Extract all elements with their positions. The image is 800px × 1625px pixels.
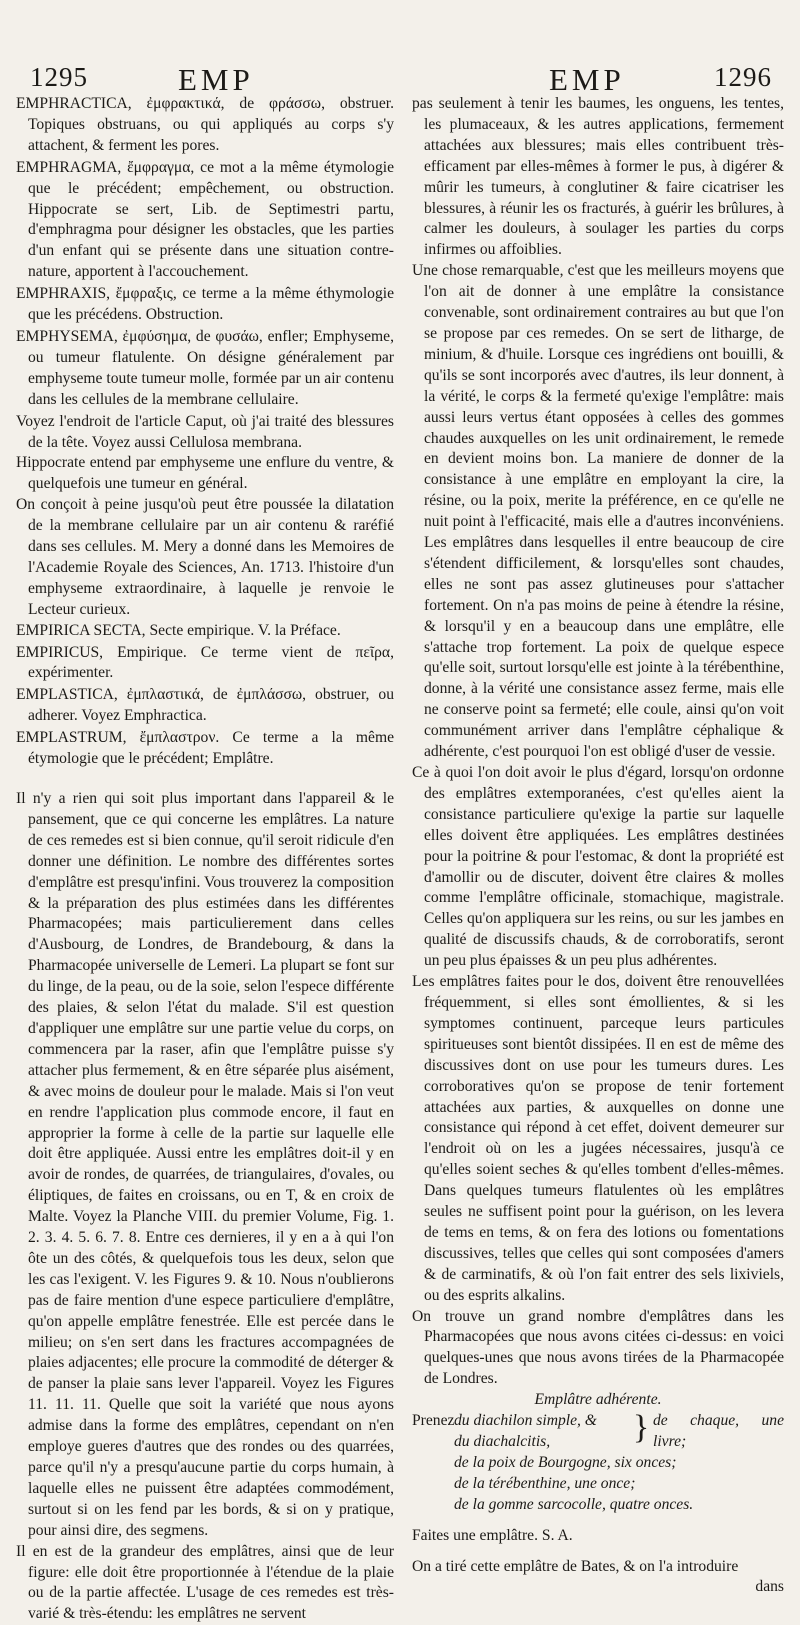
entry-empiricus: EMPIRICUS, Empirique. Ce terme vient de πεῖρα, expérimenter. [16, 643, 394, 682]
recipe-ingredient-5: de la gomme sarcocolle, quatre onces. [454, 1495, 694, 1513]
entry-emphractica: EMPHRACTICA, ἐμφρακτικά, de φράσσω, obstruer. Topiques obstruans, ou qui appliqués au corps s'y attachent, & ferment les pores. [16, 95, 394, 154]
recipe-instruction: Faites une emplâtre. S. A. [412, 1526, 573, 1544]
paragraph-extemporanees: Ce à quoi l'on doit avoir le plus d'égard, lorsqu'on ordonne des emplâtres extemporanées, c'est qu'elles aient la consistance particuliere qu'exige la partie sur laquelle elles doivent être appliquées. Les emplâtres destinées pour la poitrine & pour l'estomac, & dont la propriété est d'amollir ou de discuter, doivent être claires & molles comme l'emplâtre officinale, stomachique, magistrale. Celles qu'on appliquera sur les reins, ou sur les jambes en qualité de discussifs chauds, & de corroboratifs, seront un peu plus épaisses & un peu plus adhérentes. [412, 764, 784, 970]
paragraph-bates: On a tiré cette emplâtre de Bates, & on l'a introduire [412, 1557, 739, 1575]
running-head-left: EMP [178, 62, 254, 97]
page-number-right: 1296 [714, 62, 772, 92]
entry-emplastrum: EMPLASTRUM, ἔμπλαστρον. Ce terme a la même étymologie que le précédent; Emplâtre. [16, 729, 394, 768]
right-column [412, 94, 784, 1598]
entry-emphraxis: EMPHRAXIS, ἔμφραξις, ce terme a la même éthymologie que les précédens. Obstruction. [16, 285, 394, 324]
entry-emplastica: EMPLASTICA, ἐμπλαστικά, de ἐμπλάσσω, obstruer, ou adherer. Voyez Emphractica. [16, 686, 394, 725]
running-head-right: EMP [549, 62, 625, 97]
entry-hippocrate: Hippocrate entend par emphyseme une enflure du ventre, & quelquefois une tumeur en général. [16, 454, 394, 493]
paragraph-emplatres-body: Il n'y a rien qui soit plus important dans l'appareil & le pansement, que ce qui concerne les emplâtres. La nature de ces remedes est si bien connue, qu'il seroit ridicule d'en donner une définition. Le nombre des différentes sortes d'emplâtre est presqu'infini. Vous trouverez la composition & la préparation des plus estimées dans les différentes Pharmacopées; mais particulierement dans celles d'Ausbourg, de Londres, de Brandebourg, & dans la Pharmacopée universelle de Lemeri. La plupart se font sur du linge, de la peau, ou de la soie, selon l'espece différente des plaies, & selon l'état du malade. S'il est question d'appliquer une emplâtre sur une partie velue du corps, on commencera par la raser, afin que l'emplâtre puisse s'y attacher plus fermement, & en être séparée plus aisément, & avec moins de douleur pour le malade. Mais si l'on veut en rendre l'application plus commode encore, il faut en approprier la forme à celle de la partie sur laquelle elle doit être appliquée. Aussi entre les emplâtres doit-il y en avoir de rondes, de quarrées, de triangulaires, d'ovales, ou éliptiques, de faites en croissans, ou en T, & en croix de Malte. Voyez la Planche VIII. du premier Volume, Fig. 1. 2. 3. 4. 5. 6. 7. 8. Entre ces dernieres, il y en a à qui l'on ôte un des côtés, & quelquefois tous les deux, selon que les cas l'exigent. V. les Figures 9. & 10. Nous n'oublierons pas de faire mention d'une espece particuliere d'emplâtre, qu'on appelle emplâtre fenestrée. Elle est percée dans le milieu; on s'en sert dans les fractures accompagnées de plaies adjacentes; elle procure la commodité de déterger & de panser la plaie sans lever l'appareil. Voyez les Figures 11. 11. 11. Quelle que soit la variété que nous ayons admise dans la forme des emplâtres, cependant on n'en employe gueres d'autres que des rondes ou des quarrées, parce qu'il n'y a presqu'aucune partie du corps humain, à laquelle elles ne puissent être adaptées commodément, surtout si on les fend par les bords, & si on y pratique, pour ainsi dire, des segmens. [16, 790, 395, 1539]
recipe-quantity-each: de chaque, une livre; [653, 1412, 784, 1450]
entry-emphysema: EMPHYSEMA, ἐμφύσημα, de φυσάω, enfler; Emphyseme, ou tumeur flatulente. On désigne généralement par emphyseme toute tumeur molle, formée par un air contenu dans les cellules de la membrane cellulaire. [16, 327, 394, 408]
recipe-ingredient-3: de la poix de Bourgogne, six onces; [454, 1453, 677, 1471]
paragraph-emplatres-grandeur: Il en est de la grandeur des emplâtres, ainsi que de leur figure: elle doit être proportionnée à l'étendue de la plaie ou de la partie affectée. L'usage de ces remedes est très-varié & très-étendu: les emplâtres ne servent [16, 1542, 394, 1623]
catchword: dans [755, 1578, 784, 1596]
paragraph-dos: Les emplâtres faites pour le dos, doivent être renouvellées fréquemment, si elles sont émollientes, & si les symptomes continuent, parceque leurs particules spiritueuses sont bientôt dissipées. Il en est de même des discussives dont on use pour les tumeurs dures. Les corroboratives qu'on se propose de tenir fortement attachées aux parties, & auxquelles on donne une consistance qui répond à cet effet, doivent demeurer sur l'endroit où on les a jugées nécessaires, jusqu'à ce qu'elles soient seches & qu'elles tombent d'elles-mêmes. Dans quelques tumeurs flatulentes où les emplâtres seules ne suffisent point pour la guérison, on les levera de tems en tems, & on fera des lotions ou fomentations discussives, telles que celles qui sont composées d'amers & de carminatifs, & où l'on fait entrer des sels lixiviels, ou des esprits alkalins. [412, 973, 784, 1304]
recipe-title: Emplâtre adhérente. [534, 1391, 662, 1409]
left-column [16, 94, 394, 1625]
recipe-brace: } [632, 1409, 650, 1447]
paragraph-continuation: pas seulement à tenir les baumes, les onguens, les tentes, les plumaceaux, & les autres applications, fermement attachées aux blessures; mais elles contribuent très-efficament par elles-mêmes à former le pus, à digérer & mûrir les tumeurs, à conglutiner & faire cicatriser les blessures, à réunir les os fracturés, à guérir les brûlures, à calmer les douleurs, à soulager les parties du corps infirmes ou affoiblies. [412, 95, 784, 259]
recipe-ingredient-4: de la térébenthine, une once; [454, 1474, 636, 1492]
entry-voyez: Voyez l'endroit de l'article Caput, où j'ai traité des blessures de la tête. Voyez aussi Cellulosa membrana. [16, 412, 394, 451]
recipe-ingredient-1: du diachilon simple, & [454, 1412, 597, 1430]
page-number-left: 1295 [30, 62, 88, 92]
entry-empirica-secta: EMPIRICA SECTA, Secte empirique. V. la Préface. [16, 621, 341, 639]
entry-emphragma: EMPHRAGMA, ἔμφραγμα, ce mot a la même étymologie que le précédent; empêchement, ou obstruction. Hippocrate se sert, Lib. de Septimestri partu, d'emphragma pour désigner les obstacles, que les parties d'un enfant qui se présente dans une situation contre-nature, apportent à l'accouchement. [16, 158, 394, 281]
recipe-prenez: Prenez [412, 1412, 455, 1430]
paragraph-consistance: Une chose remarquable, c'est que les meilleurs moyens que l'on ait de donner à une emplâtre la consistance convenable, sont ordinairement contraires au but que l'on se propose par ces remedes. On se sert de litharge, de minium, & d'huile. Lorsque ces ingrédiens ont bouilli, & qu'ils se sont incorporés avec d'autres, ils leur donnent, à la vérité, le corps & la fermeté qu'exige l'emplâtre: mais aussi leurs vertus étant opposées à celles des gommes chaudes auxquelles on les unit ordinairement, le remede en devient moins bon. La maniere de donner de la consistance à une emplâtre en employant la cire, la résine, ou la poix, merite la préférence, en ce qu'elle ne nuit point à l'efficacité, mais elle a d'autres inconvéniens. Les emplâtres dans lesquelles il entre beaucoup de cire s'étendent difficilement, & lorsqu'elles sont chaudes, elles ne sont pas assez glutineuses pour s'attacher fortement. On n'a pas moins de peine à étendre la résine, & lorsqu'il y en a beaucoup dans une emplâtre, elle s'attache trop fortement. La poix de quelque espece qu'elle soit, surtout lorsqu'elle est jointe à la térébenthine, donne, à la vérité une consistance assez ferme, mais elle ne conserve point sa fermeté; elle coule, ainsi qu'on voit communément arriver dans l'emplâtre céphalique & adhérente, c'est pourquoi l'on est obligé d'user de vessie. [412, 262, 784, 761]
paragraph-pharmacopees: On trouve un grand nombre d'emplâtres dans les Pharmacopées que nous avons citées ci-dessus: en voici quelques-unes que nous avons tirées de la Pharmacopée de Londres. [412, 1307, 784, 1388]
recipe-ingredient-2: du diachalcitis, [454, 1433, 551, 1450]
entry-dilatation: On conçoit à peine jusqu'où peut être poussée la dilatation de la membrane cellulaire par un air contenu & raréfié dans ses cellules. M. Mery a donné dans les Memoires de l'Academie Royale des Sciences, An. 1713. l'histoire d'un emphyseme extraordinaire, à laquelle je renvoie le Lecteur curieux. [16, 496, 394, 618]
recipe-block [412, 1411, 784, 1516]
